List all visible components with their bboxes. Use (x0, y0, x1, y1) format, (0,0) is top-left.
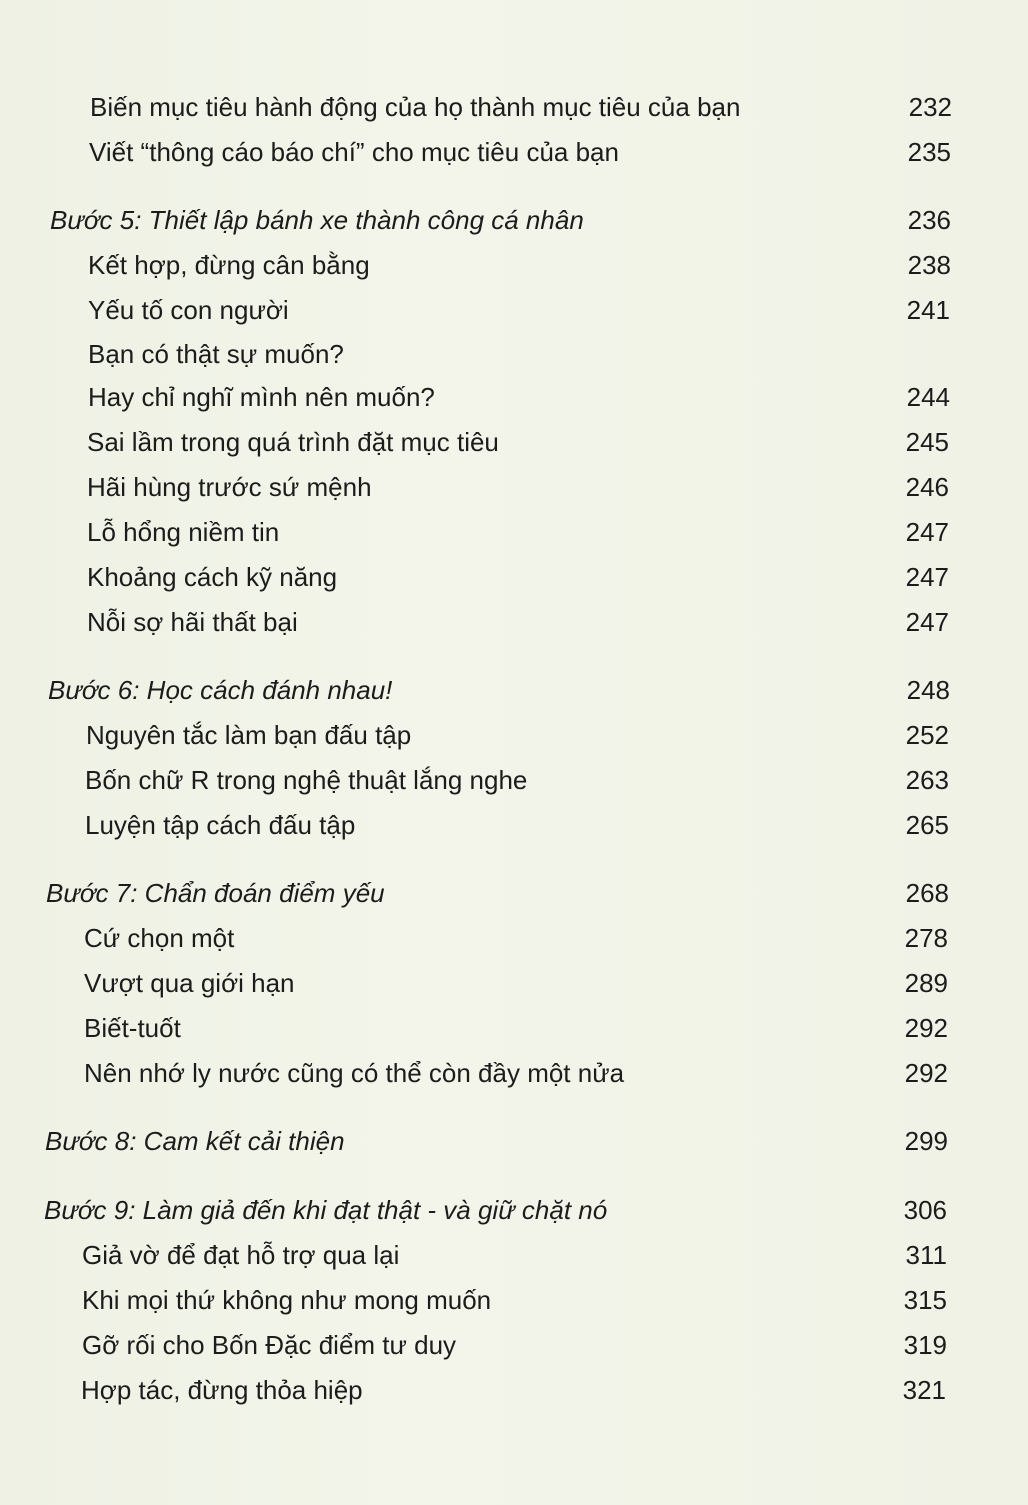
toc-entry-title: Luyện tập cách đấu tập (85, 810, 356, 840)
toc-entry-page: 289 (904, 968, 948, 998)
toc-entry-page: 263 (905, 765, 949, 795)
toc-entry-page: 248 (906, 675, 950, 705)
toc-entry-title: Hợp tác, đừng thỏa hiệp (81, 1375, 363, 1405)
toc-entry-title: Nên nhớ ly nước cũng có thể còn đầy một nửa (84, 1058, 625, 1088)
toc-entry-title: Biết-tuốt (84, 1013, 181, 1043)
toc-entry-title: Kết hợp, đừng cân bằng (88, 250, 370, 280)
toc-entry-title: Cứ chọn một (84, 923, 235, 953)
toc-entry-title: Nguyên tắc làm bạn đấu tập (86, 720, 412, 750)
toc-entry-page: 246 (905, 472, 949, 502)
toc-entry-page: 311 (905, 1240, 947, 1270)
toc-entry-page: 292 (904, 1058, 948, 1088)
toc-entry-title: Lỗ hổng niềm tin (87, 517, 280, 547)
toc-entry-title: Khoảng cách kỹ năng (87, 562, 338, 592)
toc-entry-page: 292 (904, 1013, 948, 1043)
toc-entry-title: Viết “thông cáo báo chí” cho mục tiêu của bạn (89, 137, 619, 167)
toc-entry-page: 268 (905, 878, 949, 908)
toc-entry-title: Giả vờ để đạt hỗ trợ qua lại (82, 1240, 400, 1270)
toc-entry-page: 232 (908, 92, 952, 122)
toc-entry-title: Vượt qua giới hạn (84, 968, 295, 998)
toc-entry-title: Gỡ rối cho Bốn Đặc điểm tư duy (82, 1330, 457, 1360)
toc-entry-title: Bước 5: Thiết lập bánh xe thành công cá nhân (50, 205, 584, 235)
toc-entry-page: 236 (907, 205, 951, 235)
toc-entry-page: 247 (905, 562, 949, 592)
toc-entry-title: Bước 6: Học cách đánh nhau! (48, 675, 393, 705)
toc-entry-title: Hay chỉ nghĩ mình nên muốn? (88, 382, 435, 412)
toc-entry-page: 299 (904, 1126, 948, 1156)
toc-entry-page: 265 (905, 810, 949, 840)
toc-entry-title: Bốn chữ R trong nghệ thuật lắng nghe (85, 765, 528, 795)
toc-entry-page: 315 (903, 1285, 947, 1315)
toc-entry-page: 321 (902, 1375, 946, 1405)
toc-entry-title: Bước 9: Làm giả đến khi đạt thật - và giữ chặt nó (44, 1195, 608, 1225)
toc-entry-page: 247 (905, 607, 949, 637)
toc-entry-page: 319 (903, 1330, 947, 1360)
toc-entry-title: Yếu tố con người (88, 295, 289, 325)
toc-entry-page: 278 (904, 923, 948, 953)
toc-entry-title: Bước 7: Chẩn đoán điểm yếu (46, 878, 385, 908)
toc-entry-page: 306 (903, 1195, 947, 1225)
toc-entry-page: 252 (905, 720, 949, 750)
toc-entry-title: Biến mục tiêu hành động của họ thành mục tiêu của bạn (90, 92, 741, 122)
toc-entry-title: Hãi hùng trước sứ mệnh (87, 472, 372, 502)
toc-entry-title: Khi mọi thứ không như mong muốn (82, 1285, 492, 1315)
toc-entry-page: 235 (907, 137, 951, 167)
toc-entry-title: Nỗi sợ hãi thất bại (87, 607, 298, 637)
toc-entry-page: 244 (906, 382, 950, 412)
toc-entry-title: Bạn có thật sự muốn? (88, 339, 344, 369)
toc-entry-page: 247 (905, 517, 949, 547)
toc-entry-page: 241 (906, 295, 950, 325)
toc-entry-page: 238 (907, 250, 951, 280)
toc-entry-page: 245 (905, 427, 949, 457)
toc-entry-title: Bước 8: Cam kết cải thiện (45, 1126, 345, 1156)
toc-entry-title: Sai lầm trong quá trình đặt mục tiêu (87, 427, 499, 457)
